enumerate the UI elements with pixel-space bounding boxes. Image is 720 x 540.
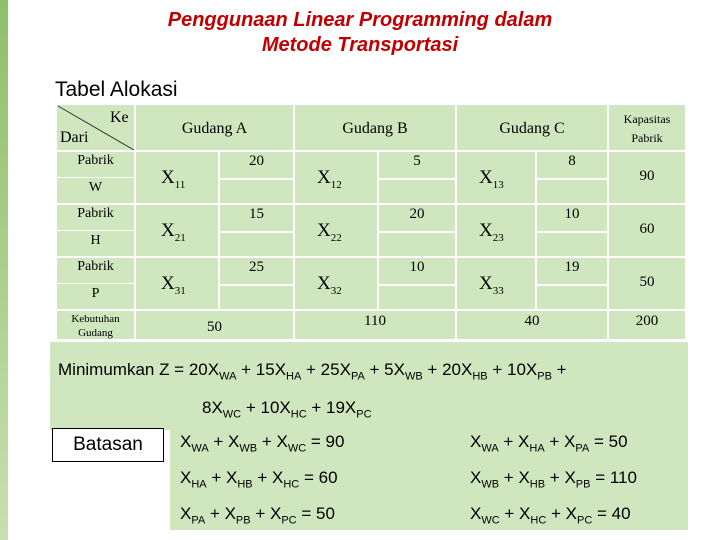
row-label-w: W [88, 180, 103, 195]
corner-ke-label: Ke [110, 109, 129, 126]
constraint-6 [470, 504, 631, 526]
formula-subscript: PA [575, 442, 590, 455]
constraint-2 [470, 432, 628, 454]
formula-subscript: WB [404, 370, 423, 383]
formula-subscript: PA [191, 514, 206, 527]
title-line-2: Metode Transportasi [261, 34, 459, 56]
cost-value: 20 [409, 206, 425, 222]
formula-text: + X [208, 432, 240, 451]
formula-subscript: HB [472, 370, 488, 383]
var-x11: $X_{11}$ [161, 167, 186, 191]
formula-text: + X [544, 432, 576, 451]
grid-line [455, 105, 457, 339]
demand-value: 40 [524, 313, 540, 329]
var-x33: $X_{33}$ [479, 273, 504, 297]
formula-text: + 10X [241, 398, 291, 417]
objective-line-2 [202, 398, 372, 420]
grid-line [57, 230, 134, 231]
cost-value: 5 [413, 153, 421, 169]
formula-text: + [551, 360, 567, 379]
constraints-panel [170, 428, 688, 530]
formula-subscript: HA [191, 478, 207, 491]
formula-text: + X [257, 432, 288, 451]
constraint-5 [180, 504, 335, 526]
formula-text: + 10X [487, 360, 538, 379]
cost-box-line [377, 284, 455, 286]
formula-text: X [180, 468, 192, 487]
formula-text: = 40 [592, 504, 631, 523]
row-label-pabrik: Pabrik [77, 206, 114, 221]
cost-value: 20 [249, 153, 264, 169]
formula-subscript: WC [287, 442, 307, 455]
accent-bar [0, 0, 8, 540]
demand-label-2: Gudang [78, 327, 113, 339]
formula-text: + 5X [364, 360, 405, 379]
formula-text: + X [252, 468, 284, 487]
formula-subscript: WB [481, 478, 500, 491]
var-x13: $X_{13}$ [479, 167, 504, 191]
formula-text: = 90 [306, 432, 345, 451]
formula-text: 8X [202, 398, 223, 417]
var-x32: $X_{32}$ [317, 273, 342, 297]
cost-box-line [535, 284, 607, 286]
formula-text: Minimumkan Z = 20X [58, 360, 220, 379]
formula-subscript: WC [481, 514, 500, 527]
formula-subscript: WA [219, 370, 237, 383]
cost-value: 15 [249, 206, 264, 222]
demand-label-1: Kebutuhan [71, 313, 120, 325]
row-label-pabrik: Pabrik [77, 153, 114, 168]
var-x31: $X_{31}$ [161, 273, 186, 297]
grid-line [57, 203, 685, 205]
formula-subscript: HA [286, 370, 302, 383]
constraint-4 [470, 468, 637, 490]
section-subtitle: Tabel Alokasi [55, 78, 178, 101]
demand-value: 110 [364, 313, 386, 329]
corner-dari-label: Dari [60, 129, 89, 146]
formula-subscript: WA [481, 442, 499, 455]
var-x22: $X_{22}$ [317, 220, 342, 244]
constraints-label: Batasan [52, 428, 164, 462]
formula-text: = 110 [590, 468, 637, 487]
row-label-pabrik: Pabrik [77, 259, 114, 274]
formula-text: X [470, 468, 482, 487]
grid-line [57, 283, 134, 284]
formula-text: + X [546, 504, 577, 523]
formula-subscript: PC [356, 408, 372, 421]
cost-value: 10 [409, 259, 425, 275]
formula-text: = 50 [296, 504, 335, 523]
formula-text: + 19X [306, 398, 357, 417]
demand-total: 200 [635, 313, 659, 329]
objective-line-1 [58, 360, 567, 382]
row-label-p: P [91, 286, 100, 301]
var-x12: $X_{12}$ [317, 167, 342, 191]
formula-text: = 60 [299, 468, 338, 487]
allocation-table [57, 105, 685, 339]
formula-subscript: HC [530, 514, 547, 527]
formula-text: + 25X [301, 360, 351, 379]
formula-text: + X [499, 468, 530, 487]
formula-subscript: PB [537, 370, 552, 383]
col-header-gudang-a: Gudang A [181, 120, 248, 137]
formula-text: + X [545, 468, 576, 487]
formula-text: + X [205, 504, 236, 523]
formula-text: + X [499, 504, 531, 523]
formula-text: + X [250, 504, 282, 523]
col-header-capacity-1: Kapasitas [623, 112, 671, 126]
formula-subscript: HB [237, 478, 253, 491]
objective-panel [50, 342, 688, 430]
formula-subscript: WB [239, 442, 258, 455]
formula-text: X [180, 432, 192, 451]
formula-subscript: PA [350, 370, 365, 383]
formula-subscript: HB [529, 478, 546, 491]
formula-subscript: HA [529, 442, 545, 455]
constraint-3 [180, 468, 338, 490]
formula-subscript: PC [577, 514, 593, 527]
cost-box-line [535, 231, 607, 233]
grid-line [57, 177, 134, 178]
capacity-value: 50 [639, 274, 655, 290]
formula-subscript: HC [283, 478, 300, 491]
cost-value: 19 [564, 259, 580, 275]
cost-box-line [535, 178, 607, 180]
formula-subscript: HC [290, 408, 307, 421]
demand-value: 50 [207, 319, 222, 335]
formula-subscript: PC [281, 514, 297, 527]
title-line-1: Penggunaan Linear Programming dalam [167, 9, 553, 31]
grid-line [57, 309, 685, 311]
formula-text: X [180, 504, 192, 523]
formula-text: = 50 [589, 432, 628, 451]
formula-text: + 20X [422, 360, 473, 379]
formula-text: + X [498, 432, 530, 451]
capacity-value: 90 [639, 168, 655, 184]
cost-box-line [377, 178, 455, 180]
formula-subscript: PB [235, 514, 251, 527]
cost-value: 10 [564, 206, 580, 222]
formula-text: + 15X [236, 360, 287, 379]
col-header-capacity-2: Pabrik [631, 131, 663, 145]
capacity-value: 60 [639, 221, 655, 237]
cost-box-line [377, 231, 455, 233]
formula-text: X [470, 432, 482, 451]
constraint-1 [180, 432, 344, 454]
cost-box-line [218, 231, 293, 233]
col-header-gudang-b: Gudang B [342, 120, 408, 137]
cost-value: 25 [249, 259, 264, 275]
col-header-gudang-c: Gudang C [499, 120, 565, 137]
cost-box-line [218, 284, 293, 286]
page-title [60, 8, 660, 58]
grid-line [293, 105, 295, 339]
formula-subscript: WA [191, 442, 209, 455]
formula-text: X [470, 504, 482, 523]
grid-line [57, 256, 685, 258]
cost-value: 8 [568, 153, 576, 169]
row-label-h: H [90, 233, 101, 248]
formula-subscript: PB [575, 478, 591, 491]
grid-line [57, 150, 685, 152]
cost-box-line [218, 178, 293, 180]
formula-subscript: WC [222, 408, 242, 421]
var-x23: $X_{23}$ [479, 220, 504, 244]
var-x21: $X_{21}$ [161, 220, 186, 244]
formula-text: + X [206, 468, 238, 487]
